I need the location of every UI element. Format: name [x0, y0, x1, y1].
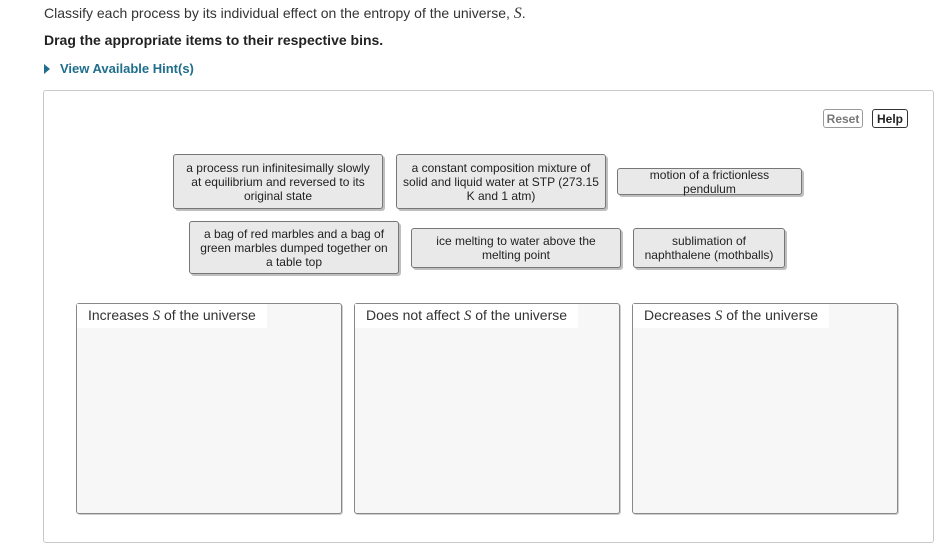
entropy-variable: S: [463, 308, 472, 324]
drag-item-marbles[interactable]: a bag of red marbles and a bag of green marbles dumped together on a table top: [189, 221, 399, 274]
prompt-text: Classify each process by its individual effect on the entropy of the universe,: [44, 5, 514, 21]
drag-item-frictionless-pendulum[interactable]: motion of a frictionless pendulum: [617, 168, 802, 195]
bin-no-effect-entropy[interactable]: [354, 303, 620, 514]
drag-item-ice-water-mixture[interactable]: a constant composition mixture of solid and liquid water at STP (273.15 K and 1 atm): [396, 154, 606, 209]
instruction-text: Drag the appropriate items to their respective bins.: [44, 32, 384, 48]
question-prompt: [44, 5, 526, 23]
bin-label: [77, 304, 267, 328]
prompt-period: .: [521, 5, 526, 21]
drag-item-ice-melting[interactable]: ice melting to water above the melting point: [411, 228, 621, 268]
bin-increases-entropy[interactable]: [76, 303, 342, 514]
drag-item-reversible-process[interactable]: a process run infinitesimally slowly at equilibrium and reversed to its original state: [173, 154, 383, 209]
bin-label: [355, 304, 578, 328]
reset-button[interactable]: Reset: [823, 109, 863, 128]
bin-label-text: Increases: [88, 307, 153, 323]
entropy-variable: S: [714, 308, 723, 324]
hint-label: View Available Hint(s): [60, 61, 194, 76]
bin-label: [633, 304, 829, 328]
bin-label-text: Does not affect: [366, 307, 464, 323]
entropy-variable: S: [513, 5, 522, 22]
help-button[interactable]: Help: [872, 109, 908, 128]
entropy-variable: S: [152, 308, 161, 324]
view-hints-link[interactable]: [44, 61, 194, 76]
bin-label-text: of the universe: [471, 307, 568, 323]
bin-label-text: of the universe: [160, 307, 256, 323]
bin-label-text: Decreases: [644, 307, 715, 323]
bin-decreases-entropy[interactable]: [632, 303, 898, 514]
drag-item-sublimation[interactable]: sublimation of naphthalene (mothballs): [633, 228, 785, 268]
caret-right-icon: [44, 64, 50, 74]
bin-label-text: of the universe: [722, 307, 819, 323]
